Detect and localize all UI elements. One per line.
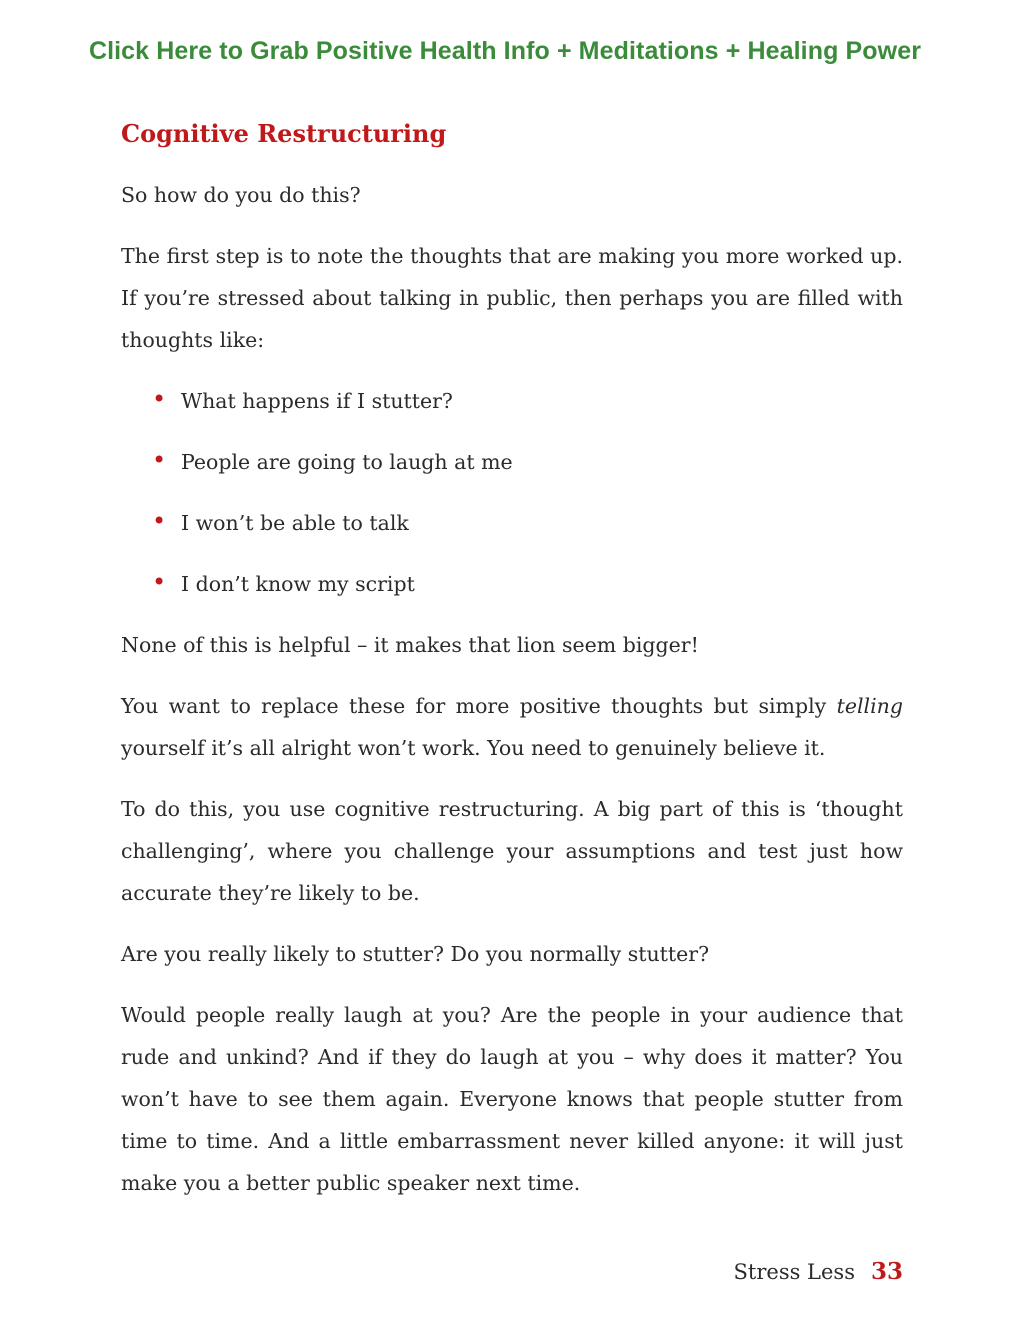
list-item (121, 441, 903, 483)
bullet-icon: • (152, 385, 167, 413)
text-run: You want to replace these for more positive thoughts but simply (121, 694, 837, 718)
list-item (121, 380, 903, 422)
list-item (121, 563, 903, 605)
paragraph-replace-thoughts (121, 685, 903, 769)
list-item-text: I won’t be able to talk (181, 511, 409, 535)
paragraph-laugh-question: Would people really laugh at you? Are the people in your audience that rude and unkind? And if they do laugh at you – why does it matter? You won’t have to see them again. Everyone knows that people stutter from time to time. And a little embarrassment never killed anyone: it will just make you a better public speaker next time. (121, 1003, 903, 1195)
paragraph-cognitive-restructuring: To do this, you use cognitive restructuring. A big part of this is ‘thought challenging’, where you challenge your assumptions and test just how accurate they’re likely to be. (121, 797, 903, 905)
list-item-text: I don’t know my script (181, 572, 415, 596)
paragraph-intro: So how do you do this? (121, 183, 361, 207)
thought-list (121, 380, 903, 605)
list-item-text: People are going to laugh at me (181, 450, 513, 474)
list-item (121, 502, 903, 544)
page-content (121, 116, 903, 1223)
bullet-icon: • (152, 568, 167, 596)
bullet-icon: • (152, 446, 167, 474)
paragraph-first-step: The first step is to note the thoughts that are making you more worked up. If you’re stressed about talking in public, then perhaps you are filled with thoughts like: (121, 244, 903, 352)
page-footer (734, 1254, 903, 1290)
paragraph-stutter-question: Are you really likely to stutter? Do you normally stutter? (121, 942, 710, 966)
promo-link[interactable]: Click Here to Grab Positive Health Info + Meditations + Healing Power (88, 37, 922, 65)
page-number: 33 (870, 1258, 903, 1285)
section-heading: Cognitive Restructuring (121, 119, 447, 148)
bullet-icon: • (152, 507, 167, 535)
emphasis-text: telling (836, 694, 903, 718)
list-item-text: What happens if I stutter? (181, 389, 453, 413)
book-title: Stress Less (733, 1260, 855, 1284)
paragraph-not-helpful: None of this is helpful – it makes that lion seem bigger! (121, 633, 699, 657)
text-run: yourself it’s all alright won’t work. You need to genuinely believe it. (121, 736, 826, 760)
